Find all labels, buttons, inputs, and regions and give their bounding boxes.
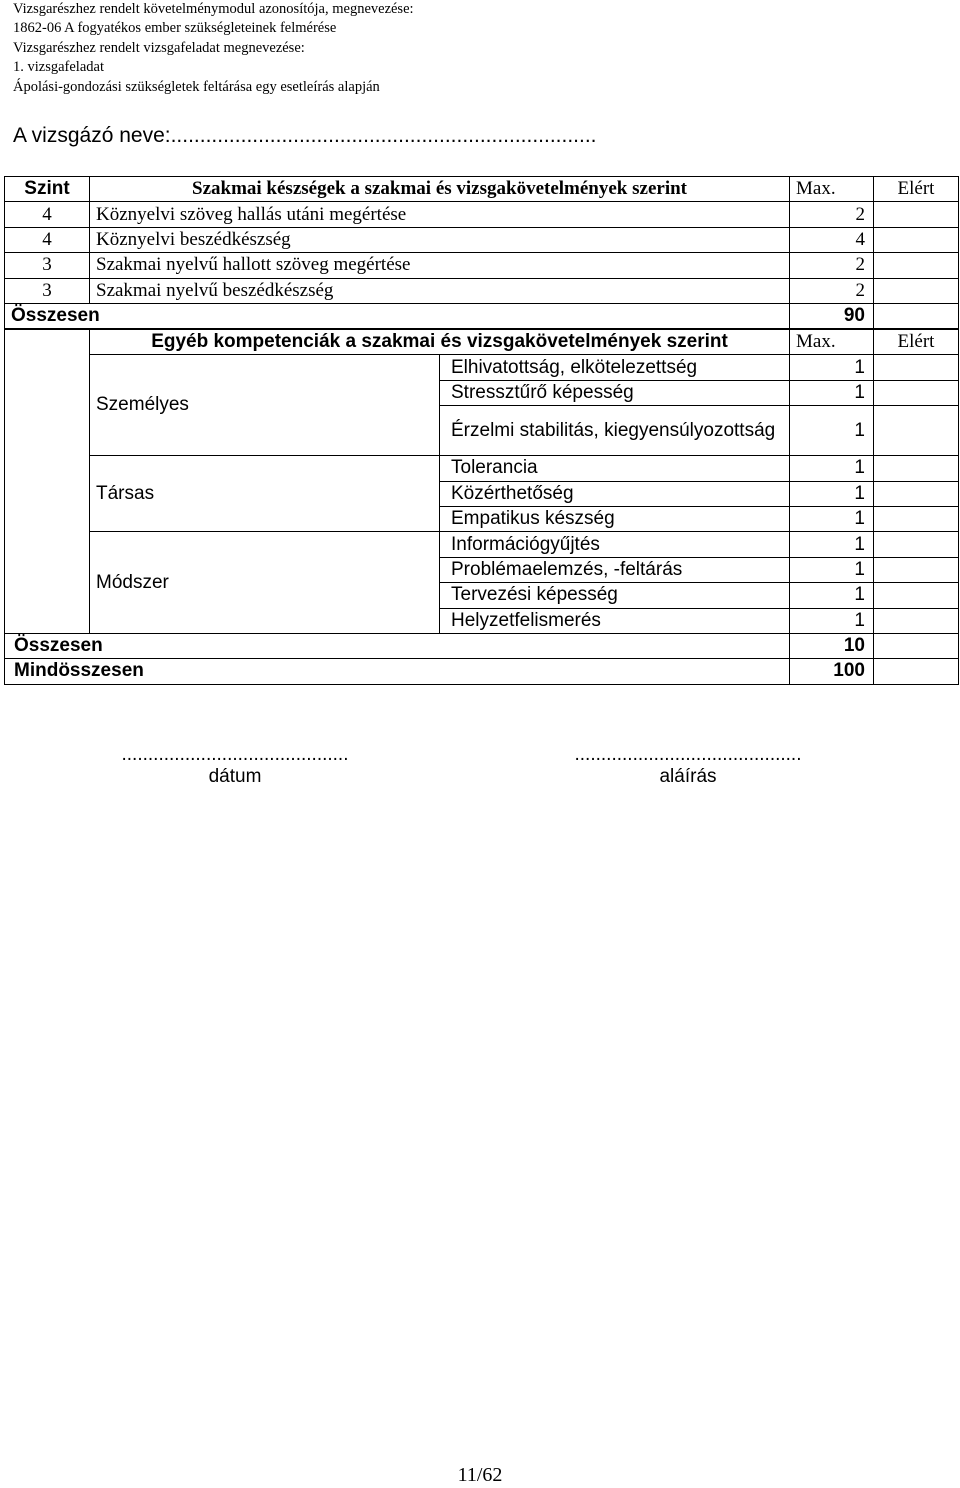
max-cell: 1 <box>790 532 874 557</box>
grand-total-achieved-cell[interactable] <box>874 659 959 684</box>
max-cell: 4 <box>790 227 874 252</box>
table-header-row <box>5 177 959 202</box>
header-achieved: Elért <box>874 330 959 355</box>
level-cell: 4 <box>5 202 90 227</box>
total-max: 10 <box>790 633 874 658</box>
achieved-cell[interactable] <box>874 557 959 582</box>
other-competencies-table <box>4 329 959 685</box>
header-achieved: Elért <box>874 177 959 202</box>
level-cell: 3 <box>5 278 90 303</box>
blank-cell <box>5 406 90 456</box>
competency-cell: Tolerancia <box>440 456 790 481</box>
achieved-cell[interactable] <box>874 481 959 506</box>
max-cell: 1 <box>790 481 874 506</box>
achieved-cell[interactable] <box>874 202 959 227</box>
skill-cell: Köznyelvi beszédkészség <box>90 227 790 252</box>
achieved-cell[interactable] <box>874 532 959 557</box>
grand-total-label: Mindösszesen <box>5 659 790 684</box>
blank-cell <box>5 608 90 633</box>
header-competency: Egyéb kompetenciák a szakmai és vizsgakövetelmények szerint <box>90 330 790 355</box>
competency-cell: Információgyűjtés <box>440 532 790 557</box>
grand-total-row <box>5 659 959 684</box>
blank-cell <box>5 355 90 380</box>
max-cell: 1 <box>790 406 874 456</box>
header-line: Vizsgarészhez rendelt követelménymodul azonosítója, megnevezése: <box>13 1 414 17</box>
blank-cell <box>5 583 90 608</box>
blank-cell <box>5 557 90 582</box>
total-row <box>5 303 959 328</box>
achieved-cell[interactable] <box>874 380 959 405</box>
professional-skills-table <box>4 176 959 329</box>
group-social: Társas <box>90 456 440 532</box>
header-line: Ápolási-gondozási szükségletek feltárása egy esetleírás alapján <box>13 78 380 95</box>
table-row <box>5 278 959 303</box>
blank-cell <box>5 532 90 557</box>
achieved-cell[interactable] <box>874 583 959 608</box>
total-achieved-cell[interactable] <box>874 633 959 658</box>
achieved-cell[interactable] <box>874 608 959 633</box>
competency-cell: Érzelmi stabilitás, kiegyensúlyozottság <box>440 406 790 456</box>
date-block <box>100 744 370 788</box>
competency-cell: Stressztűrő képesség <box>440 380 790 405</box>
total-achieved-cell[interactable] <box>874 303 959 328</box>
competency-cell: Elhivatottság, elkötelezettség <box>440 355 790 380</box>
max-cell: 1 <box>790 608 874 633</box>
signature-block <box>553 744 823 788</box>
achieved-cell[interactable] <box>874 406 959 456</box>
table-row <box>5 202 959 227</box>
blank-cell <box>5 330 90 355</box>
header-skill: Szakmai készségek a szakmai és vizsgakövetelmények szerint <box>90 177 790 202</box>
max-cell: 1 <box>790 506 874 531</box>
achieved-cell[interactable] <box>874 253 959 278</box>
achieved-cell[interactable] <box>874 506 959 531</box>
competency-cell: Közérthetőség <box>440 481 790 506</box>
max-cell: 1 <box>790 456 874 481</box>
date-dots: ........................................... <box>121 744 349 765</box>
max-cell: 1 <box>790 583 874 608</box>
grand-total-max: 100 <box>790 659 874 684</box>
achieved-cell[interactable] <box>874 227 959 252</box>
total-max: 90 <box>790 303 874 328</box>
header-level: Szint <box>5 177 90 202</box>
competency-cell: Problémaelemzés, -feltárás <box>440 557 790 582</box>
competency-cell: Helyzetfelismerés <box>440 608 790 633</box>
table-row <box>5 532 959 557</box>
signature-label: aláírás <box>659 766 717 787</box>
max-cell: 2 <box>790 253 874 278</box>
table-row <box>5 227 959 252</box>
group-method: Módszer <box>90 532 440 634</box>
table-row <box>5 456 959 481</box>
candidate-name-line: A vizsgázó neve:......................................................................... <box>13 124 597 147</box>
level-cell: 3 <box>5 253 90 278</box>
blank-cell <box>5 380 90 405</box>
table-row <box>5 253 959 278</box>
max-cell: 1 <box>790 380 874 405</box>
skill-cell: Szakmai nyelvű beszédkészség <box>90 278 790 303</box>
table-header-row <box>5 330 959 355</box>
page-number: 11/62 <box>457 1464 503 1486</box>
table-row <box>5 355 959 380</box>
blank-cell <box>5 481 90 506</box>
max-cell: 2 <box>790 278 874 303</box>
max-cell: 2 <box>790 202 874 227</box>
blank-cell <box>5 506 90 531</box>
header-line: 1862-06 A fogyatékos ember szükségleteinek felmérése <box>13 20 337 37</box>
achieved-cell[interactable] <box>874 278 959 303</box>
header-max: Max. <box>790 177 874 202</box>
group-personal: Személyes <box>90 355 440 456</box>
signature-dots: ........................................... <box>574 744 802 765</box>
total-row <box>5 633 959 658</box>
header-line: Vizsgarészhez rendelt vizsgafeladat megnevezése: <box>13 39 305 56</box>
level-cell: 4 <box>5 227 90 252</box>
total-label: Összesen <box>5 303 790 328</box>
max-cell: 1 <box>790 355 874 380</box>
header-max: Max. <box>790 330 874 355</box>
skill-cell: Köznyelvi szöveg hallás utáni megértése <box>90 202 790 227</box>
competency-cell: Tervezési képesség <box>440 583 790 608</box>
date-label: dátum <box>208 766 262 787</box>
total-label: Összesen <box>5 633 790 658</box>
header-line: 1. vizsgafeladat <box>13 59 104 76</box>
achieved-cell[interactable] <box>874 456 959 481</box>
skill-cell: Szakmai nyelvű hallott szöveg megértése <box>90 253 790 278</box>
max-cell: 1 <box>790 557 874 582</box>
document-header <box>13 0 414 97</box>
blank-cell <box>5 456 90 481</box>
competency-cell: Empatikus készség <box>440 506 790 531</box>
achieved-cell[interactable] <box>874 355 959 380</box>
